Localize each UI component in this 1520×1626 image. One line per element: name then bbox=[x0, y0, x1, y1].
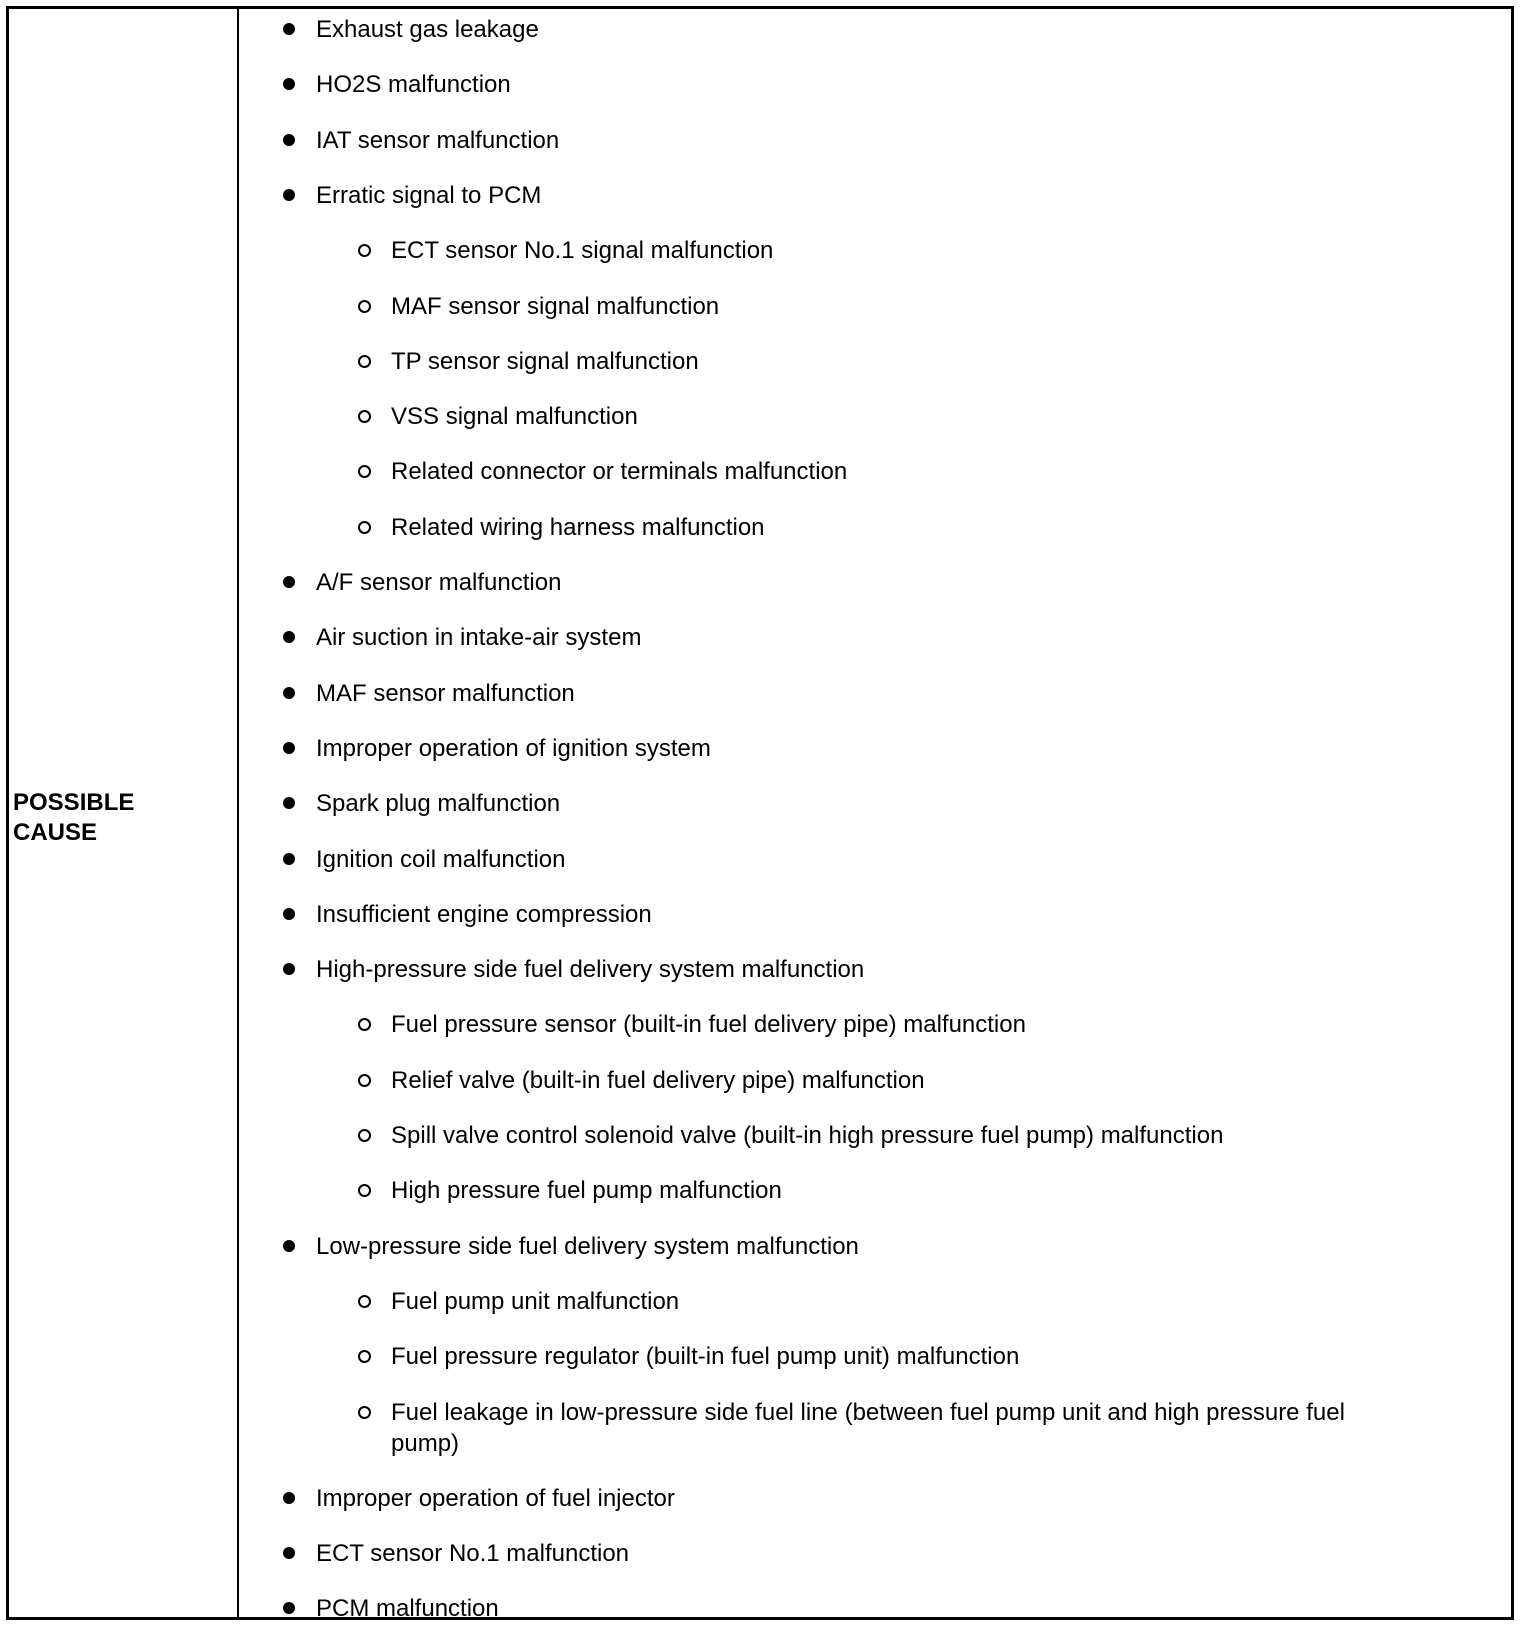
sub-cause-item: MAF sensor signal malfunction bbox=[391, 292, 720, 320]
cause-item: Ignition coil malfunction bbox=[316, 845, 566, 873]
sub-bullet-icon bbox=[358, 521, 371, 534]
cause-list bbox=[9, 9, 1511, 1623]
sub-cause-item: Fuel leakage in low-pressure side fuel line (between fuel pump unit and high pressure fuel pump) bbox=[391, 1398, 1345, 1457]
sub-cause-item: Fuel pump unit malfunction bbox=[391, 1287, 680, 1315]
sub-bullet-icon bbox=[358, 1350, 371, 1363]
sub-cause-item: ECT sensor No.1 signal malfunction bbox=[391, 237, 774, 265]
sub-cause-item: Spill valve control solenoid valve (built-in high pressure fuel pump) malfunction bbox=[391, 1122, 1224, 1149]
cause-item: HO2S malfunction bbox=[316, 71, 511, 99]
sub-cause-item: High pressure fuel pump malfunction bbox=[391, 1177, 782, 1205]
bullet-icon bbox=[283, 631, 295, 643]
sub-cause-item: Related connector or terminals malfunction bbox=[391, 458, 848, 486]
sub-bullet-icon bbox=[358, 465, 371, 478]
cause-item: MAF sensor malfunction bbox=[316, 679, 575, 707]
cause-item: Insufficient engine compression bbox=[316, 900, 652, 928]
row-heading-line-2: CAUSE bbox=[13, 819, 98, 846]
bullet-icon bbox=[283, 1602, 295, 1614]
sub-bullet-icon bbox=[358, 355, 371, 368]
cause-item: Spark plug malfunction bbox=[316, 790, 561, 818]
bullet-icon bbox=[283, 687, 295, 699]
cause-item: Air suction in intake-air system bbox=[316, 624, 642, 652]
cause-item: Improper operation of ignition system bbox=[316, 734, 711, 762]
bullet-icon bbox=[283, 23, 295, 35]
sub-cause-item: VSS signal malfunction bbox=[391, 403, 638, 431]
bullet-icon bbox=[283, 78, 295, 90]
bullet-icon bbox=[283, 576, 295, 588]
bullet-icon bbox=[283, 189, 295, 201]
bullet-icon bbox=[283, 797, 295, 809]
sub-cause-item: Fuel pressure regulator (built-in fuel pump unit) malfunction bbox=[391, 1343, 1020, 1371]
sub-bullet-icon bbox=[358, 1129, 371, 1142]
cause-item: A/F sensor malfunction bbox=[316, 569, 562, 596]
bullet-icon bbox=[283, 134, 295, 146]
sub-cause-item: Relief valve (built-in fuel delivery pipe) malfunction bbox=[391, 1066, 925, 1094]
sub-bullet-icon bbox=[358, 1295, 371, 1308]
sub-bullet-icon bbox=[358, 300, 371, 313]
cause-item: ECT sensor No.1 malfunction bbox=[316, 1540, 630, 1568]
sub-bullet-icon bbox=[358, 244, 371, 257]
bullet-icon bbox=[283, 1492, 295, 1504]
cause-item: Improper operation of fuel injector bbox=[316, 1484, 675, 1512]
sub-bullet-icon bbox=[358, 410, 371, 423]
bullet-icon bbox=[283, 963, 295, 975]
possible-cause-table bbox=[6, 6, 1514, 1623]
bullet-icon bbox=[283, 853, 295, 865]
bullet-icon bbox=[283, 1240, 295, 1252]
sub-bullet-icon bbox=[358, 1184, 371, 1197]
cause-item: Low-pressure side fuel delivery system malfunction bbox=[316, 1232, 859, 1260]
sub-cause-item: Related wiring harness malfunction bbox=[391, 513, 765, 541]
sub-bullet-icon bbox=[358, 1018, 371, 1031]
sub-cause-item: Fuel pressure sensor (built-in fuel delivery pipe) malfunction bbox=[391, 1011, 1026, 1039]
bullet-icon bbox=[283, 1547, 295, 1559]
cause-item: Erratic signal to PCM bbox=[316, 181, 542, 209]
cause-item: Exhaust gas leakage bbox=[316, 16, 539, 43]
cause-item: PCM malfunction bbox=[316, 1595, 499, 1623]
sub-cause-item: TP sensor signal malfunction bbox=[391, 347, 699, 375]
bullet-icon bbox=[283, 742, 295, 754]
row-heading-line-1: POSSIBLE bbox=[13, 789, 135, 816]
cause-item: IAT sensor malfunction bbox=[316, 126, 560, 154]
bullet-icon bbox=[283, 908, 295, 920]
cause-item: High-pressure side fuel delivery system malfunction bbox=[316, 956, 865, 984]
sub-bullet-icon bbox=[358, 1406, 371, 1419]
sub-bullet-icon bbox=[358, 1074, 371, 1087]
